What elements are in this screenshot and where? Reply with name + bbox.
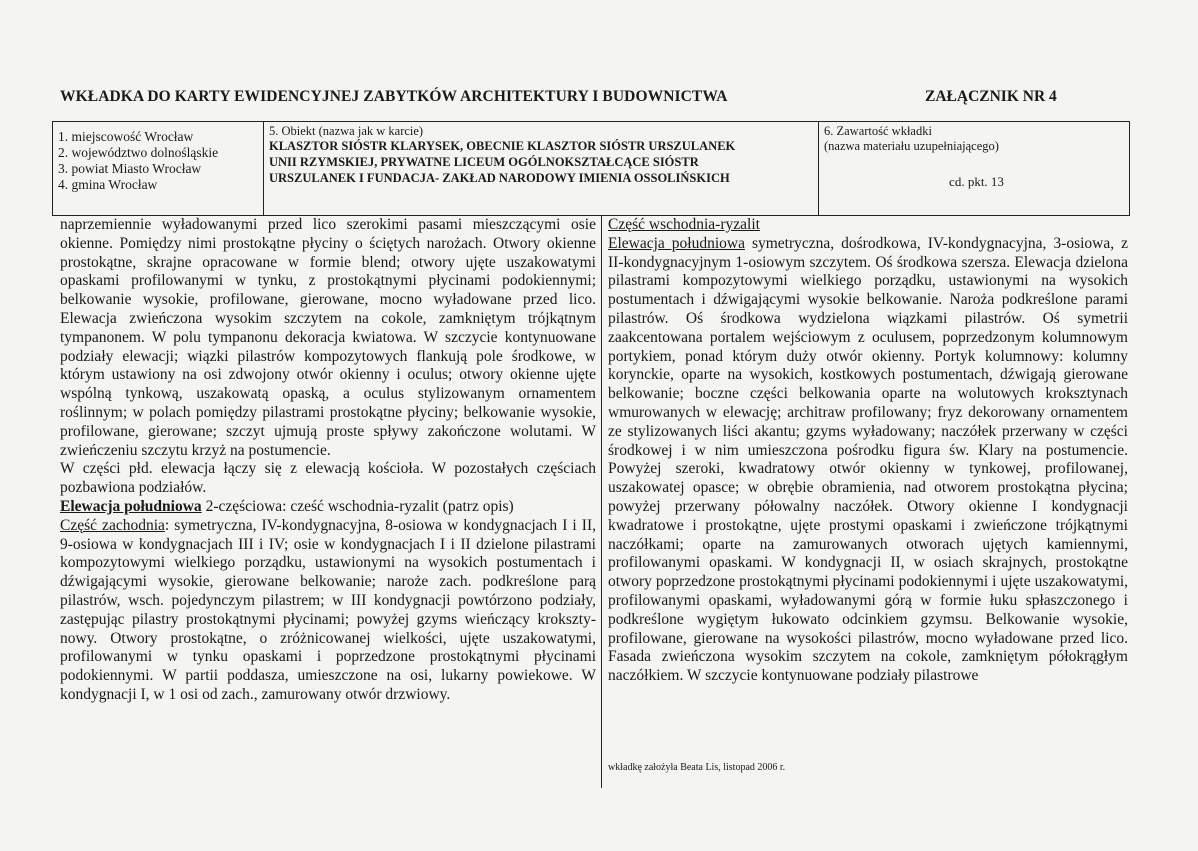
- right-column: [608, 216, 1128, 686]
- header-table: [52, 121, 1130, 216]
- east-part-heading: Część wschodnia-ryzalit: [608, 216, 760, 233]
- object-label: 5. Obiekt (nazwa jak w karcie): [269, 124, 424, 138]
- contents-label: 6. Zawartość wkładki: [824, 124, 932, 138]
- location-town: 1. miejscowość Wrocław: [58, 129, 194, 144]
- west-part-text: : symetryczna, IV-kondygnacyjna, 8-osiowa w kondygnacjach I i II, 9-osiowa w kondygnacjach III i IV; osie w kondygnacjach I i II dzielone pilastrami kompozytowymi wielkiego porządku, ustawionymi na wysokich postumentach i dźwigającymi wysokie, gierowane belkowanie; naroże zach. podkreślone parą pilastrów, wsch. pojedynczym pilastrem; w III kondygnacji powtórzono podziały, zastępując pilastry prostokątnymi płycinami; powyżej gzyms wieńczący kroksztynowy. Otwory prostokątne, o zróżnicowanej wielkości, ujęte uszakowatymi, profilowanymi w tynku opaskami i poprzedzone prostokątnymi płycinami podokiennymi. W partii poddasza, umieszczone na osi, lukarny powiekowe. W kondygnacji I, w 1 osi od zach., zamurowany otwór drzwiowy.: [60, 516, 596, 703]
- column-divider: [601, 216, 602, 788]
- author-footnote: wkładkę założyła Beata Lis, listopad 2006 r.: [608, 762, 786, 773]
- west-part-heading: Część zachodnia: [60, 516, 165, 534]
- location-commune: 4. gmina Wrocław: [58, 177, 158, 192]
- location-cell: [53, 122, 264, 215]
- right-south-elevation-text: symetryczna, dośrodkowa, IV-kondygnacyjna, 3-osiowa, z II-kondygnacyjnym 1-osiowym szczytem. Oś środkowa szersza. Elewacja dzielona pilastrami kompozytowymi wielkiego porządku, ustawionymi na wysokich postumentach i dźwigającymi wysokie belkowanie. Naroża podkreślone parami pilastrów. Oś środkowa wydzielona wiązkami pilastrów. Oś symetrii zaakcentowana portalem wejściowym z oculusem, poprzedzonym kolumnowym portykiem, ponad którym duży otwór okienny. Portyk kolumnowy: kolumny korynckie, oparte na wysokich, kostkowych postumentach, dźwigają gierowane belkowanie; boczne części belkowania oparte na wolutowych kroksztynach wmurowanych w elewację; architraw profilowany; fryz dekorowany ornamentem ze stylizowanych liści akantu; gzyms wyładowany; naczółek przerwany w części środkowej i w nim umieszczona pośrodku figura św. Klary na postumencie. Powyżej szeroki, kwadratowy otwór okienny w tynkowej, profilowanej, uszakowatej opasce; w obrębie obramienia, nad otworem prostokątna płycina; powyżej przerwany półowalny naczółek. Otwory okienne I kondygnacji kwadratowe i prostokątne, ujęte prostymi opaskami i zwieńczone trójkątnymi naczółkami; oparte na zamurowanych otworach ujętych kamiennymi, profilowanymi opaskami. W kondygnacji II, w osiach skrajnych, prostokątne otwory poprzedzone prostokątnymi płycinami podokiennymi i ujęte uszakowatymi, profilowanymi opaskami, wyładowanymi górą w formie łuku spłaszczonego i podkreślone wygiętym łukowato odcinkiem gzymsu. Belkowanie wysokie, profilowane, gierowane na wysokości pilastrów, mocno wyładowane przed lico. Fasada zwieńczona wysokim szczytem na cokole, zamkniętym półokrągłym naczółkiem. W szczycie kontynuowane podziały pilastrowe: [608, 234, 1128, 685]
- right-paragraph-1: [608, 235, 1128, 686]
- object-name-line-2: UNII RZYMSKIEJ, PRYWATNE LICEUM OGÓLNOKSZTAŁCĄCE SIÓSTR: [269, 155, 699, 169]
- south-elevation-text: 2-częściowa: cześć wschodnia-ryzalit (patrz opis): [201, 497, 514, 515]
- left-column: [60, 216, 596, 705]
- contents-value: cd. pkt. 13: [949, 174, 1004, 189]
- document-title: WKŁADKA DO KARTY EWIDENCYJNEJ ZABYTKÓW ARCHITEKTURY I BUDOWNICTWA: [60, 88, 728, 105]
- right-south-elevation-heading: Elewacja południowa: [608, 234, 745, 252]
- attachment-number: ZAŁĄCZNIK NR 4: [925, 88, 1057, 105]
- left-paragraph-1: naprzemiennie wyładowanymi przed lico szerokimi pasami mieszczącymi osie okienne. Pomiędzy nimi prostokątne płyciny o ściętych narożach. Otwory okienne prostokątne, skrajne opracowane w formie blend; otwory ujęte uszakowatymi opaskami profilowanymi w tynku, z prostokątnymi płycinami podokiennymi; belkowanie wysokie, profilowane, gierowane, mocno wyładowane przed lico. Elewacja zwieńczona wysokim szczytem na cokole, zamkniętym trójkątnym tympanonem. W polu tympanonu dekoracja kwiatowa. W szczycie kontynuowane podziały elewacji; wiązki pilastrów kompozytowych flankują pole środkowe, w którym ustawiony na osi zdwojony otwór okienny i oculus; otwory okienne ujęte wspólną tynkową, uszakowatą opaską, a oculus stylizowanym ornamentem roślinnym; w polach pomiędzy pilastrami prostokątne płyciny; belkowanie wysokie, profilowane, gierowane; szczyt ujmują proste spływy zakończone wolutami. W zwieńczeniu szczytu krzyż na postumencie.: [60, 216, 596, 459]
- object-name-line-1: KLASZTOR SIÓSTR KLARYSEK, OBECNIE KLASZTOR SIÓSTR URSZULANEK: [269, 139, 736, 153]
- contents-cell: [819, 122, 1129, 215]
- location-county: 3. powiat Miasto Wrocław: [58, 161, 202, 176]
- location-voivodeship: 2. województwo dolnośląskie: [58, 145, 219, 160]
- object-name-line-3: URSZULANEK I FUNDACJA- ZAKŁAD NARODOWY IMIENIA OSSOLIŃSKICH: [269, 171, 730, 185]
- left-paragraph-3: [60, 498, 596, 517]
- south-elevation-heading: Elewacja południowa: [60, 497, 202, 515]
- object-cell: [264, 122, 819, 215]
- left-paragraph-2: W części płd. elewacja łączy się z elewacją kościoła. W pozostałych częściach pozbawiona podziałów.: [60, 460, 596, 497]
- left-paragraph-4: [60, 517, 596, 705]
- contents-sub: (nazwa materiału uzupełniającego): [824, 139, 999, 153]
